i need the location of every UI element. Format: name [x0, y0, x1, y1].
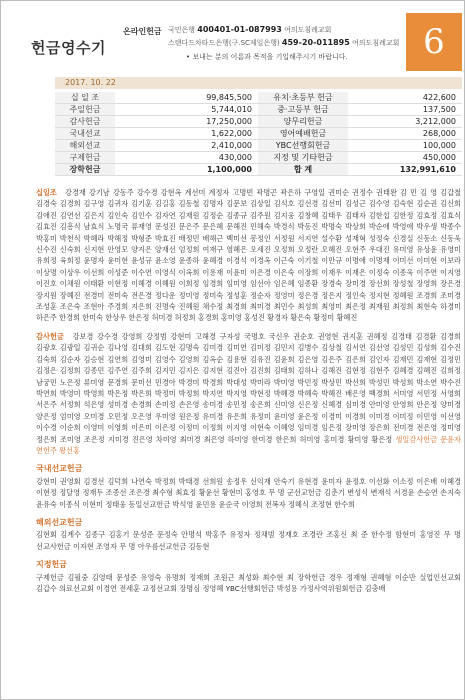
summary-row [55, 116, 462, 128]
category-amount: 3,212,000 [348, 116, 462, 128]
section-domestic [36, 463, 461, 510]
donor-sections [36, 187, 461, 601]
section-sub-names: 군선교헌금 김춘기 변성식 변재석 서경윤 손승연 손지숙 윤유숙 이종식 이현미 정태웅 [36, 488, 461, 509]
summary-row [55, 128, 462, 140]
header [1, 1, 465, 73]
category-amount: 1,100,000 [115, 164, 258, 176]
section-heading: 십일조 [36, 188, 57, 197]
account-holder: 여의도침례교회 [284, 26, 332, 34]
category-amount: 2,410,000 [115, 140, 258, 152]
account-line-1 [168, 25, 331, 35]
account-bank: 국민은행 [168, 26, 196, 34]
summary-row [55, 104, 462, 116]
summary-row [55, 152, 462, 164]
section-names: 김현회 김계수 김종구 김홍기 문성준 문정숙 안명석 박홍주 유정자 정채범 정재호 조경란 조홍신 최 준 한수정 함현미 홍영진 무 명 [36, 530, 461, 540]
section-names: 강보경 강수경 강영희 강정범 강현미 고해경 구자성 국명호 국신우 권순호 권영현 권지훈 권혜정 김경태 김경환 김경희 김광호 김광일 김귀순 김나영 김대희 김도현 김명숙 김미경 김미연 김미정 김민지 김병수 김상철 김서연 김선영 김성민 김성희 김수진 김숙희 김순자 김승현 김연희 김영미 김영수 김영희 김옥순 김용현 김유진 김윤희 김은영 김은주 김은희 김인자 김재민 김재현 김정민 김정은 김정희 김종민 김주연 김주희 김지민 김지은 김지현 김진아 김진희 김태희 김하나 김해진 김현정 김현주 김혜경 김혜진 김희정 남궁민 노은정 류미영 문경희 문미선 민경아 박경미 박경희 박대성 박미라 박미영 박민정 박상민 박선희 박성민 박성희 박소연 박수진 박연희 박영미 박영희 박은정 박은희 박정미 박정희 박지연 박지영 박현정 박혜경 박혜숙 박혜진 배은영 백경희 서미영 서민정 서영희 서은주 서정희 석은영 성미경 손경희 손미정 손은영 송미경 송민정 송은희 신미영 신은정 신혜경 심미경 안미영 안영희 안은정 양미경 양은정 엄미영 오미경 오민정 오은영 우미영 원은정 유미경 유은희 유정미 윤미영 윤은정 이경미 이경희 이미경 이미정 이민영 이선영 이수경 이순희 이영미 이영희 이은미 이은정 이정미 이정희 이지영 이현숙 이혜영 임미경 임은정 장미영 장은희 전미경 전은영 정미영 정은희 조미영 조은정 지미경 진은영 차미영 최미경 최은영 하미영 한미경 한은희 허미영 홍미경 황미영 황은정 [36, 331, 461, 444]
category-label: 지정 및 기타헌금 [258, 152, 348, 164]
category-amount: 1,622,000 [115, 128, 258, 140]
page-title: 헌금영수기 [31, 39, 106, 57]
category-label: 합 계 [258, 164, 348, 176]
category-amount: 430,000 [115, 152, 258, 164]
section-sub-names: 생일감사헌금 문윤자 연헌주 왕선홍 [36, 434, 461, 455]
section-heading: 해외선교헌금 [36, 517, 83, 527]
section-sub-names: 선교사헌금 이자현 조영자 무 명 [36, 541, 136, 551]
section-overseas [36, 517, 461, 552]
category-amount: 99,845,500 [115, 92, 258, 104]
category-label: 해외선교 [55, 140, 115, 152]
service-date: 2017. 10. 22 [65, 78, 116, 87]
section-heading: 감사헌금 [36, 331, 64, 341]
category-amount: 450,000 [348, 152, 462, 164]
transfer-note: • 보내는 분의 이름과 목적을 기입해주시기 바랍니다. [186, 53, 348, 61]
online-offering-label: 온라인헌금 [123, 27, 162, 36]
section-sub-names: 아우름선교헌금 김동현 [137, 541, 210, 551]
account-line-2 [168, 38, 399, 48]
page-number-badge: 6 [406, 13, 462, 71]
category-amount: 422,600 [348, 92, 462, 104]
category-amount: 100,000 [348, 140, 462, 152]
section-sub-names: 동일선교헌금 박석영 윤민용 윤순국 이영희 전복자 정혜식 조정현 한수희 [128, 499, 356, 509]
category-amount: 132,991,610 [348, 164, 462, 176]
section-designated [36, 559, 461, 594]
offering-summary-table [55, 92, 462, 176]
category-amount: 268,000 [348, 128, 462, 140]
account-holder: 여의도침례교회 [352, 39, 400, 47]
account-bank: 스탠다드차타드은행(구.SC제일은행) [168, 39, 280, 47]
summary-row [55, 140, 462, 152]
summary-row [55, 164, 462, 176]
category-label: 양무리헌금 [258, 116, 348, 128]
summary-row [55, 92, 462, 104]
section-names: 강경재 강기남 강동주 강수경 강현옥 계선미 계정자 고명빈 곽명곤 곽은하 구영일 권미순 권정수 권태완 김 민 김 영 김갑철 김경숙 김경희 김구영 김귀자 김기훈 김길홍 김동철 김명자 김문보 김상일 김석호 김선경 김선미 김성근 김수영 김숙현 김순권 김신희 김애진 김연선 김은지 김인숙 김인수 김자연 김재원 김정순 김종규 김주원 김지웅 김창혜 김태우 김태자 김한섭 김한정 김효정 김효식 김효진 김흥식 남효식 노명국 류재영 문성진 문은주 문은혜 문해진 민해숙 박경식 박동진 박명숙 박상희 박순애 박영애 박우생 박종수 박홍미 박천식 박혜라 박해정 박형준 박효진 배정민 배해근 백미선 봉정인 서정원 서지연 설수환 성재혁 성정숙 신경실 신동소 신동욱 신수진 신숙희 신지현 안영모 양지은 양재선 엄정희 여재구 염혜은 오세진 오정희 오정란 오혜진 오현주 우대진 유미영 유상윤 유영미 유희정 육희정 윤명자 윤미현 윤성규 윤소영 윤종하 윤혜경 이경석 이경옥 이근숙 이기철 이만규 이명애 이명재 이미선 이미현 이보라 이상명 이상우 이선희 이성준 이수연 이영식 이옥희 이용재 이윤미 이은경 이은숙 이장희 이재우 이재은 이정숙 이종욱 이주연 이지영 이진호 이채원 이태환 이현정 이혜경 이혜원 이희정 임경희 임미영 임선아 임은혜 임종환 장경숙 장미경 장선희 장성철 장영희 장은경 장지원 장혜진 전경미 전미숙 전은경 정다운 정미영 정미숙 정성훈 정순자 정영미 정은경 정은지 정인숙 정지현 정혜원 조경희 조미경 조성훈 조은숙 조현아 주경희 지은희 진명숙 진혜원 채수정 최경희 최미경 최민수 최성희 최영미 최은정 최재원 최정희 최현숙 하경미 하은주 한경희 한미숙 한상우 한은정 허미경 허정희 홍경희 홍미영 홍성진 황경자 황은숙 황정미 황혜진 [36, 188, 461, 323]
section-names: 강현미 권영회 김경선 김덕희 나연숙 박정희 박태경 선희원 송정우 신익재 안숙기 유현경 윤미자 윤정호 이선화 이소정 이은배 이혜경 이현정 정달영 정재두 조종선 조은경 최수형 최효정 황윤선 황현미 홍영호 무 명 [36, 476, 461, 498]
section-names: 구제헌금 김필중 김영태 문성준 유영숙 유명희 정재희 조원근 최성화 최수현 최 장학헌금 경우 정재형 권혜형 이순만 실업인선교회 김갑수 의료선교회 이경연 전세훈 교정선교회 장명심 정영혜 YBC선행회헌금 박성용 가정사역위원회헌금 김충배 [36, 572, 461, 593]
category-label: 장학헌금 [55, 164, 115, 176]
category-label: 국내선교 [55, 128, 115, 140]
category-label: 십 일 조 [55, 92, 115, 104]
category-label: 영어예배헌금 [258, 128, 348, 140]
category-label: 구제헌금 [55, 152, 115, 164]
section-thanks [36, 331, 461, 456]
category-amount: 17,250,000 [115, 116, 258, 128]
section-tithe [36, 187, 461, 324]
category-amount: 5,744,010 [115, 104, 258, 116]
date-bar [55, 77, 462, 89]
category-label: YBC선행회헌금 [258, 140, 348, 152]
category-label: 유치·초등부 헌금 [258, 92, 348, 104]
account-number: 459-20-011895 [281, 38, 350, 47]
category-label: 감사헌금 [55, 116, 115, 128]
account-number: 400401-01-087993 [197, 25, 282, 34]
category-amount: 137,500 [348, 104, 462, 116]
section-heading: 국내선교헌금 [36, 464, 83, 474]
category-label: 주일헌금 [55, 104, 115, 116]
category-label: 중·고등부 헌금 [258, 104, 348, 116]
section-heading: 지정헌금 [36, 560, 67, 570]
